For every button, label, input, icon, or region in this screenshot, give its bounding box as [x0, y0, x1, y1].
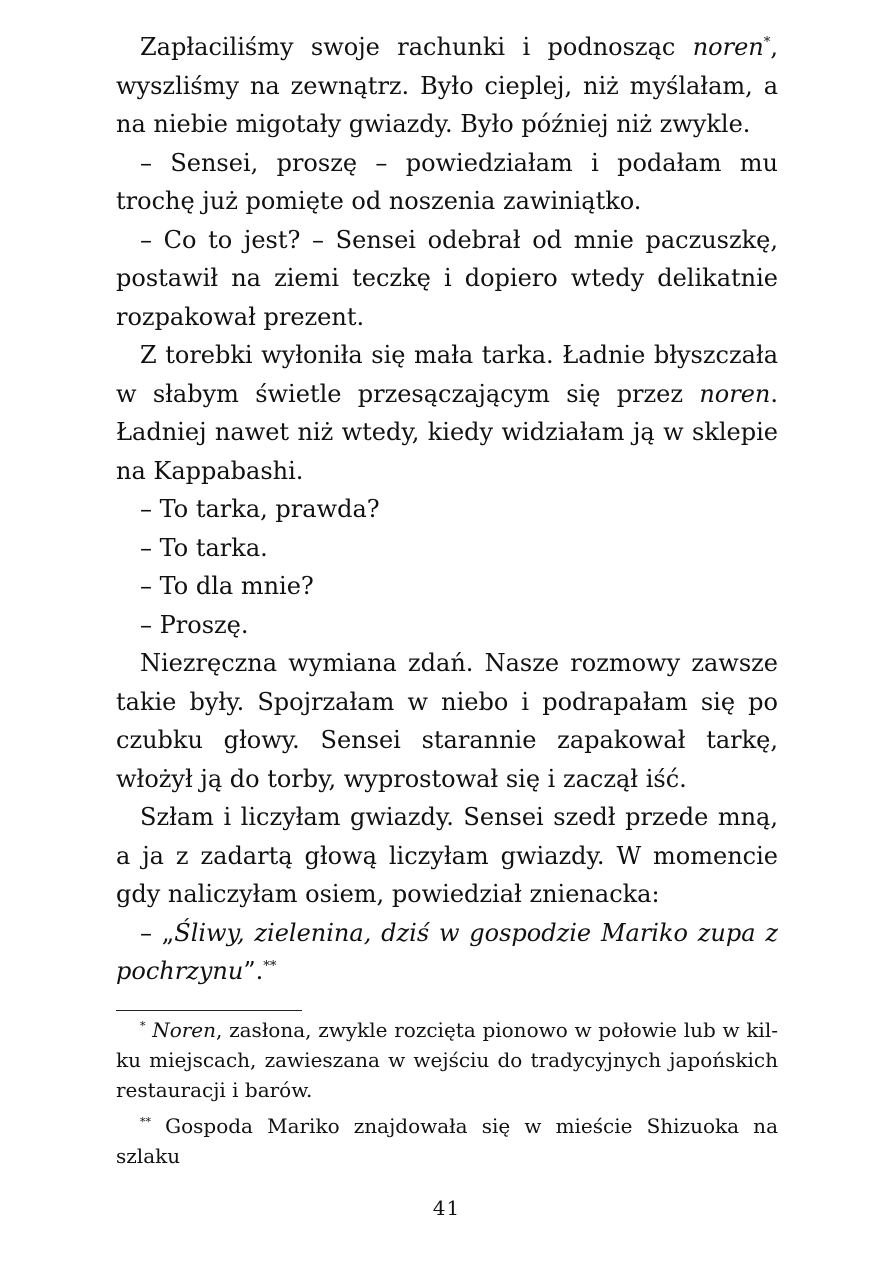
dialogue-line: – To dla mnie?: [140, 572, 314, 600]
paragraph: – Co to jest? – Sensei odebrał od mnie paczuszkę, postawił na ziemi teczkę i dopiero wtedy delikatnie rozpakował prezent.: [116, 225, 778, 331]
quoted-line: – „Śliwy, zielenina, dziś w gospodzie Mariko zupa z pochrzynu”.**: [116, 918, 779, 985]
dialogue-line: – To tarka.: [140, 533, 268, 562]
footnote-divider: [116, 1010, 302, 1011]
footnote: * Noren, zasłona, zwykle rozcięta pionowo w połowie lub w kilku miejscach, zawieszana w wejściu do tradycyjnych japońskich restauracji i barów.: [116, 1018, 778, 1102]
paragraph: Szłam i liczyłam gwiazdy. Sensei szedł przede mną, a ja z zadartą głową liczyłam gwiazdy. W momencie gdy naliczyłam osiem, powiedział znienacka:: [116, 803, 778, 908]
dialogue-line: – To tarka, prawda?: [140, 495, 380, 523]
main-text: [116, 28, 778, 991]
page-number: 41: [432, 1196, 461, 1220]
paragraph: – Sensei, proszę – powiedziałam i podałam mu trochę już pomięte od noszenia zawiniątko.: [116, 148, 778, 215]
paragraph: Z torebki wyłoniła się mała tarka. Ładnie błyszczała w słabym świetle przesączającym się przez noren. Ładniej nawet niż wtedy, kiedy widziałam ją w sklepie na Kappabashi.: [116, 341, 778, 485]
footnote: ** Gospoda Mariko znajdowała się w mieście Shizuoka na szlaku: [116, 1114, 778, 1168]
paragraph: Niezręczna wymiana zdań. Nasze rozmowy zawsze takie były. Spojrzałam w niebo i podrapałam się po czubku głowy. Sensei starannie zapakował tarkę, włożył ją do torby, wyprostował się i zaczął iść.: [116, 649, 778, 793]
footnotes: [116, 1015, 778, 1171]
dialogue-line: – Proszę.: [140, 610, 249, 639]
paragraph: Zapłaciliśmy swoje rachunki i podnosząc noren*, wyszliśmy na zewnątrz. Było cieplej, niż myślałam, a na niebie migotały gwiazdy. Było później niż zwykle.: [116, 33, 778, 138]
